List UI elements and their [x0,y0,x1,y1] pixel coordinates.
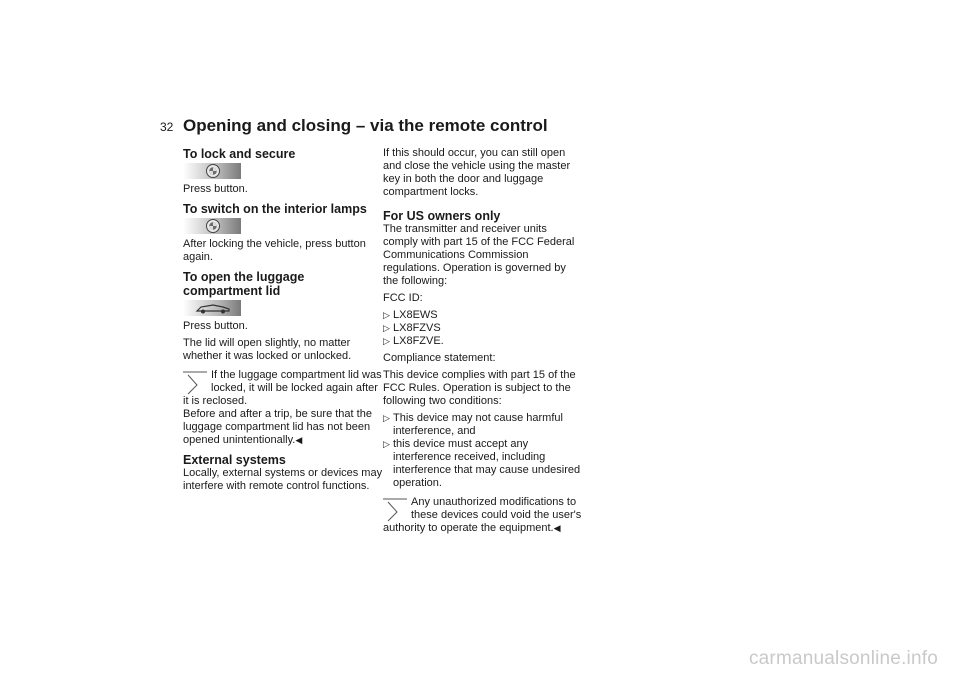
trunk-button-icon [183,300,241,316]
compliance-label: Compliance statement: [383,352,496,364]
fcc-id-item: ▷ LX8FZVS [383,322,583,335]
condition-item: ▷ this device must accept any interference received, including interference that may cause undesired operation. [383,438,583,490]
compliance-text: This device complies with part 15 of the FCC Rules. Operation is subject to the following two conditions: [383,369,576,407]
modification-note [383,496,583,535]
end-mark: ◀ [553,523,561,533]
intro-text: If this should occur, you can still open and close the vehicle using the master key in both the door and luggage compartment locks. [383,147,571,198]
lamps-heading: To switch on the interior lamps [183,202,367,216]
external-text: Locally, external systems or devices may interfere with remote control functions. [183,467,383,492]
lamps-text: After locking the vehicle, press button again. [183,238,366,263]
fcc-text: The transmitter and receiver units comply with part 15 of the FCC Federal Communications Commission regulations. Operation is governed by the following: [383,223,575,287]
note-arrow-icon [183,371,207,395]
lock-heading: To lock and secure [183,147,296,161]
conditions-list [383,412,583,490]
lock-text: Press button. [183,183,248,195]
fcc-id-item: ▷ LX8EWS [383,309,583,322]
note-text-2: Before and after a trip, be sure that the luggage compartment lid has not been opened unintentionally.◀ [183,408,372,446]
luggage-text-1: Press button. [183,320,248,332]
modification-note-text: Any unauthorized modifications to these devices could void the user's authority to operate the equipment.◀ [383,496,582,534]
condition-item: ▷ This device may not cause harmful interference, and [383,412,583,438]
fcc-id-list [383,309,583,348]
fcc-id-label: FCC ID: [383,292,423,304]
watermark: carmanualsonline.info [748,648,938,669]
lamps-button-icon [183,218,241,234]
note-arrow-icon [383,498,407,522]
end-mark: ◀ [295,435,303,445]
right-column [383,147,583,539]
fcc-id-item: ▷ LX8FZVE. [383,335,583,348]
luggage-text-2: The lid will open slightly, no matter whether it was locked or unlocked. [183,337,352,362]
external-heading: External systems [183,453,286,467]
us-heading: For US owners only [383,209,501,223]
luggage-note [183,369,383,447]
page-number: 32 [160,120,174,134]
page-title: Opening and closing – via the remote control [183,116,548,135]
luggage-heading: To open the luggage compartment lid [183,270,305,298]
note-text-1: If the luggage compartment lid was locked, it will be locked again after it is reclosed. [183,369,382,407]
lock-button-icon [183,163,241,179]
left-column [183,147,383,497]
